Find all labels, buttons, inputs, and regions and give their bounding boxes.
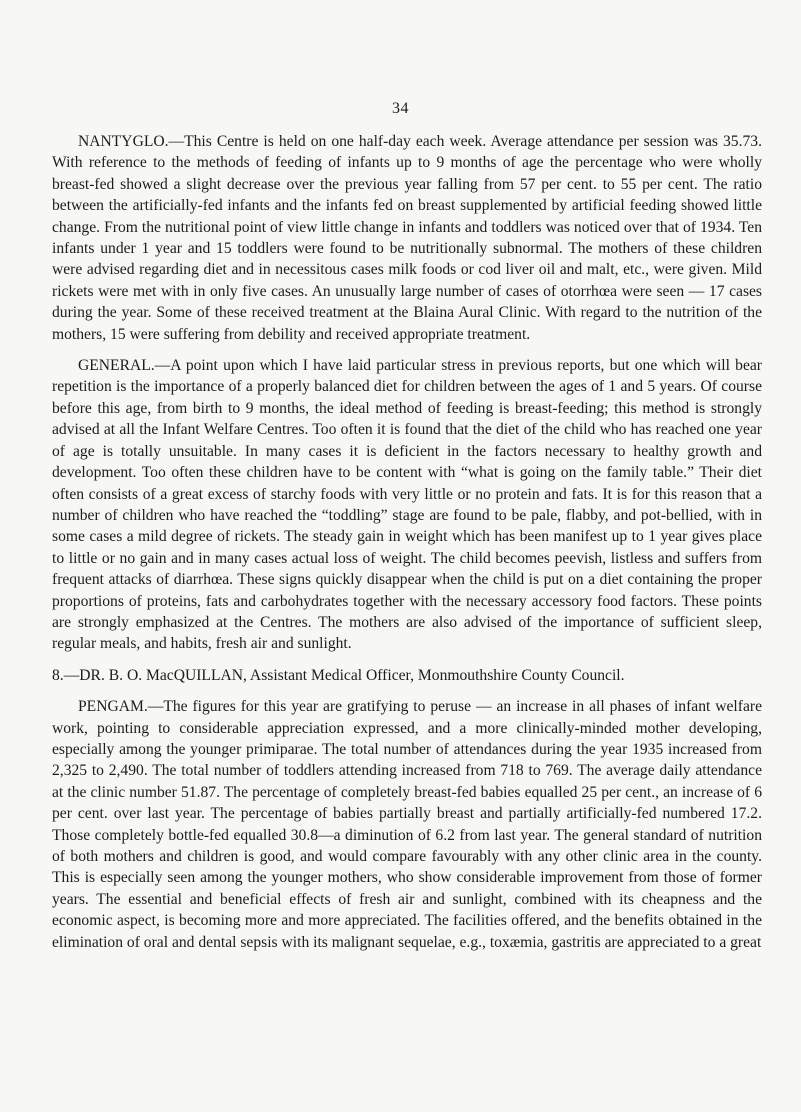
paragraph-pengam: PENGAM.—The figures for this year are gratifying to peruse — an increase in all phases of infant welfare work, pointing to considerable appreciation expressed, and a more clinically-minded mother developing, especially among the younger primiparae. The total number of attendances during the year 1935 increased from 2,325 to 2,490. The total number of toddlers attending increased from 718 to 769. The average daily attendance at the clinic number 51.87. The percentage of completely breast-fed babies equalled 25 per cent., an increase of 6 per cent. over last year. The percentage of babies partially breast and partially artificially-fed numbered 17.2. Those completely bottle-fed equalled 30.8—a diminution of 6.2 from last year. The general standard of nutrition of both mothers and children is good, and would compare favourably with any other clinic area in the county. This is especially seen among the younger mothers, who show considerable improvement from those of former years. The essential and beneficial effects of fresh air and sunlight, combined with its cheapness and the economic aspect, is becoming more and more appreciated. The facilities offered, and the benefits obtained in the elimination of oral and dental sepsis with its malignant sequelae, e.g., toxæmia, gastritis are appreciated to a great (52, 698, 762, 951)
page-number: 34 (392, 100, 409, 117)
page-body (52, 131, 762, 963)
section-heading-macquillan: 8.—DR. B. O. MacQUILLAN, Assistant Medical Officer, Monmouthshire County Council. (52, 666, 625, 684)
paragraph-general: GENERAL.—A point upon which I have laid particular stress in previous reports, but one which will bear repetition is the importance of a properly balanced diet for children between the ages of 1 and 5 years. Of course before this age, from birth to 9 months, the ideal method of feeding is breast-feeding; this method is strongly advised at all the Infant Welfare Centres. Too often it is found that the diet of the child who has reached one year of age is totally unsuitable. In many cases it is deficient in the factors necessary to healthy growth and development. Too often these children have to be content with “what is going on the family table.” Their diet often consists of a great excess of starchy foods with very little or no protein and fats. It is for this reason that a number of children who have reached the “toddling” stage are found to be pale, flabby, and pot-bellied, with in some cases a mild degree of rickets. The steady gain in weight which has been manifest up to 1 year gives place to little or no gain and in many cases actual loss of weight. The child becomes peevish, listless and suffers from frequent attacks of diarrhœa. These signs quickly disappear when the child is put on a diet containing the proper proportions of proteins, fats and carbohydrates together with the necessary accessory food factors. These points are strongly emphasized at the Centres. The mothers are also advised of the importance of sufficient sleep, regular meals, and habits, fresh air and sunlight. (52, 357, 762, 653)
paragraph-nantyglo: NANTYGLO.—This Centre is held on one half-day each week. Average attendance per session was 35.73. With reference to the methods of feeding of infants up to 9 months of age the percentage who were wholly breast-fed showed a slight decrease over the previous year falling from 57 per cent. to 55 per cent. The ratio between the artificially-fed infants and the infants fed on breast supplemented by artificial feeding showed little change. From the nutritional point of view little change in infants and toddlers was noticed over that of 1934. Ten infants under 1 year and 15 toddlers were found to be nutritionally subnormal. The mothers of these children were advised regarding diet and in necessitous cases milk foods or cod liver oil and malt, etc., were given. Mild rickets were met with in only five cases. An unusually large number of cases of otorrhœa were seen — 17 cases during the year. Some of these received treatment at the Blaina Aural Clinic. With regard to the nutrition of the mothers, 15 were suffering from debility and received appropriate treatment. (52, 133, 762, 343)
